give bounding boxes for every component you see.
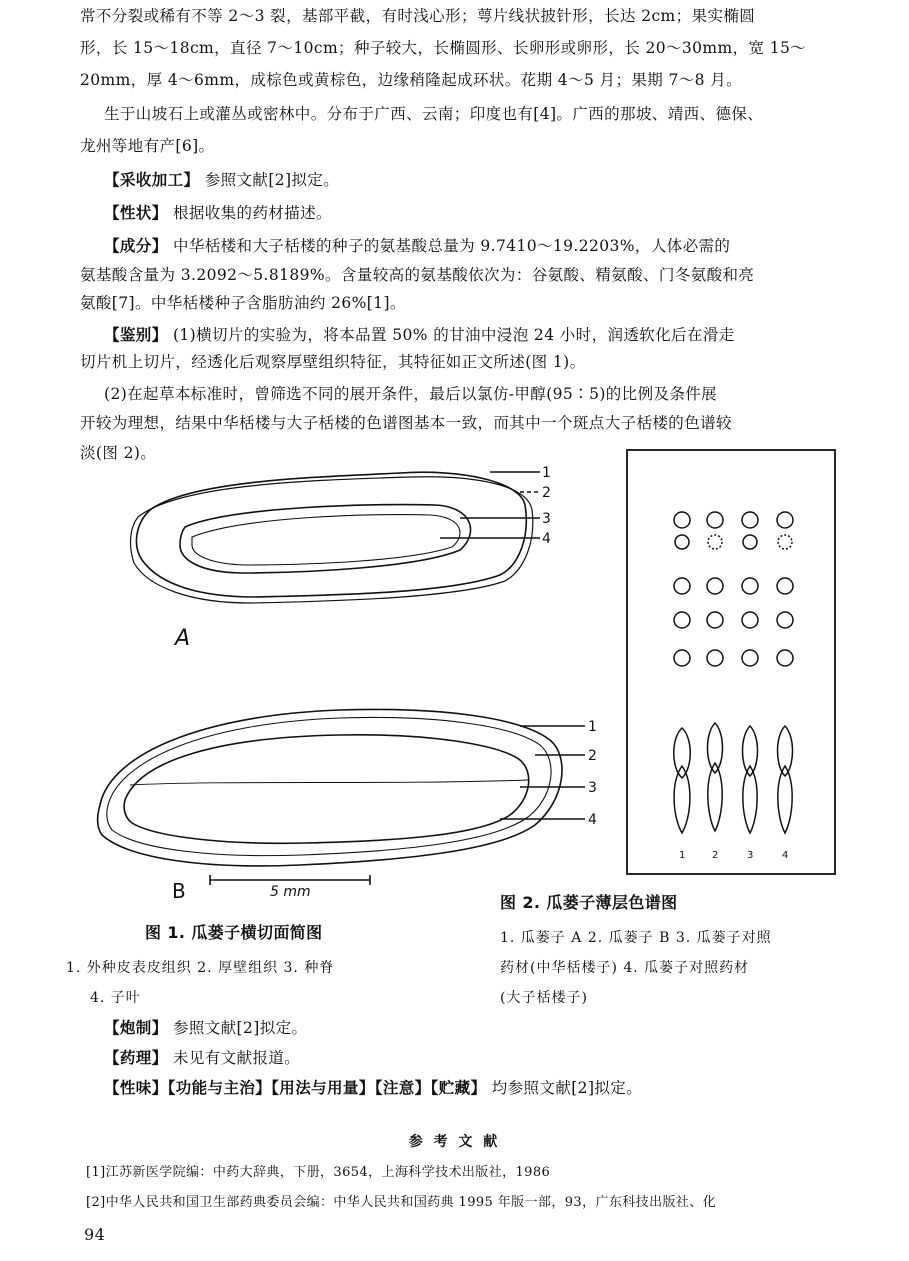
- section-xingwei: [104, 1078, 642, 1098]
- section-paozhi: [104, 1018, 307, 1038]
- section-text: 均参照文献[2]拟定。: [491, 1079, 643, 1097]
- section-text: 根据收集的药材描述。: [172, 204, 332, 222]
- label-a: A: [175, 626, 191, 651]
- section-xingzhuang: [104, 203, 332, 223]
- figure1-caption: 图 1. 瓜蒌子横切面简图: [145, 923, 323, 942]
- text-line: (2)在起草本标准时，曾筛选不同的展开条件，最后以氯仿-甲醇(95∶5)的比例及条件展: [104, 385, 718, 403]
- text-line: 氨酸[7]。中华栝楼种子含脂肪油约 26%[1]。: [80, 294, 406, 312]
- section-text: 未见有文献报道。: [172, 1049, 301, 1067]
- text-line: 形，长 15～18cm，直径 7～10cm；种子较大，长椭圆形、长卵形或卵形，长 20～30mm，宽 15～: [80, 39, 807, 57]
- lane-4: 4: [782, 850, 789, 861]
- section-chengfen: [104, 236, 730, 256]
- section-heading: 【鉴别】: [104, 326, 168, 344]
- scale-label: 5 mm: [270, 884, 311, 900]
- reference-item: [1]江苏新医学院编：中药大辞典，下册，3654，上海科学技术出版社，1986: [86, 1165, 551, 1180]
- text-line: 淡(图 2)。: [80, 444, 157, 462]
- figure2-legend: 药材(中华栝楼子) 4. 瓜蒌子对照药材: [500, 960, 750, 976]
- page-number: 94: [84, 1225, 106, 1244]
- figure2-legend: (大子栝楼子): [500, 990, 588, 1006]
- figure1-legend: 4. 子叶: [90, 990, 141, 1006]
- lane-3: 3: [747, 850, 754, 861]
- callout-a-3: 3: [542, 511, 551, 527]
- section-text: 中华栝楼和大子栝楼的种子的氨基酸总量为 9.7410～19.2203%，人体必需的: [172, 237, 731, 255]
- section-heading: 【性味】【功能与主治】【用法与用量】【注意】【贮藏】: [104, 1079, 487, 1097]
- reference-item: [2]中华人民共和国卫生部药典委员会编：中华人民共和国药典 1995 年版一部，93，广东科技出版社、化: [86, 1195, 717, 1210]
- figure1-cross-section: [80, 455, 620, 905]
- text-line: 龙州等地有产[6]。: [80, 137, 215, 155]
- section-yaoli: [104, 1048, 300, 1068]
- section-heading: 【药理】: [104, 1049, 168, 1067]
- section-heading: 【成分】: [104, 237, 168, 255]
- figure2-caption: 图 2. 瓜蒌子薄层色谱图: [500, 893, 678, 912]
- callout-a-2: 2: [542, 485, 551, 501]
- callout-b-4: 4: [588, 812, 597, 828]
- references-title: 参 考 文 献: [408, 1134, 501, 1150]
- section-text: 参照文献[2]拟定。: [204, 171, 340, 189]
- section-jianbie: [104, 325, 735, 345]
- text-line: 氨基酸含量为 3.2092～5.8189%。含量较高的氨基酸依次为：谷氨酸、精氨酸、门冬氨酸和亮: [80, 266, 755, 284]
- lane-1: 1: [679, 850, 686, 861]
- text-line: 20mm，厚 4～6mm，成棕色或黄棕色，边缘稍隆起成环状。花期 4～5 月；果期 7～8 月。: [80, 71, 743, 89]
- section-heading: 【采收加工】: [104, 171, 200, 189]
- section-caishou: [104, 170, 339, 190]
- section-heading: 【性状】: [104, 204, 168, 222]
- callout-a-4: 4: [542, 531, 551, 547]
- text-line: 开较为理想，结果中华栝楼与大子栝楼的色谱图基本一致，而其中一个斑点大子栝楼的色谱较: [80, 414, 732, 432]
- text-line: 切片机上切片，经透化后观察厚壁组织特征，其特征如正文所述(图 1)。: [80, 353, 586, 371]
- section-heading: 【炮制】: [104, 1019, 168, 1037]
- figure1-legend: 1. 外种皮表皮组织 2. 厚壁组织 3. 种脊: [66, 960, 335, 976]
- section-text: 参照文献[2]拟定。: [172, 1019, 308, 1037]
- text-line: 常不分裂或稀有不等 2～3 裂，基部平截，有时浅心形；萼片线状披针形，长达 2cm；果实椭圆: [80, 7, 756, 25]
- text-line: 生于山坡石上或灌丛或密林中。分布于广西、云南；印度也有[4]。广西的那坡、靖西、德保、: [104, 105, 764, 123]
- lane-2: 2: [712, 850, 719, 861]
- callout-a-1: 1: [542, 465, 551, 481]
- figure2-tlc-plate: [625, 448, 840, 878]
- section-text: (1)横切片的实验为，将本品置 50% 的甘油中浸泡 24 小时，润透软化后在滑走: [172, 326, 735, 344]
- label-b: B: [172, 879, 186, 903]
- callout-b-2: 2: [588, 748, 597, 764]
- callout-b-1: 1: [588, 719, 597, 735]
- callout-b-3: 3: [588, 780, 597, 796]
- figure2-legend: 1. 瓜蒌子 A 2. 瓜蒌子 B 3. 瓜蒌子对照: [500, 930, 772, 946]
